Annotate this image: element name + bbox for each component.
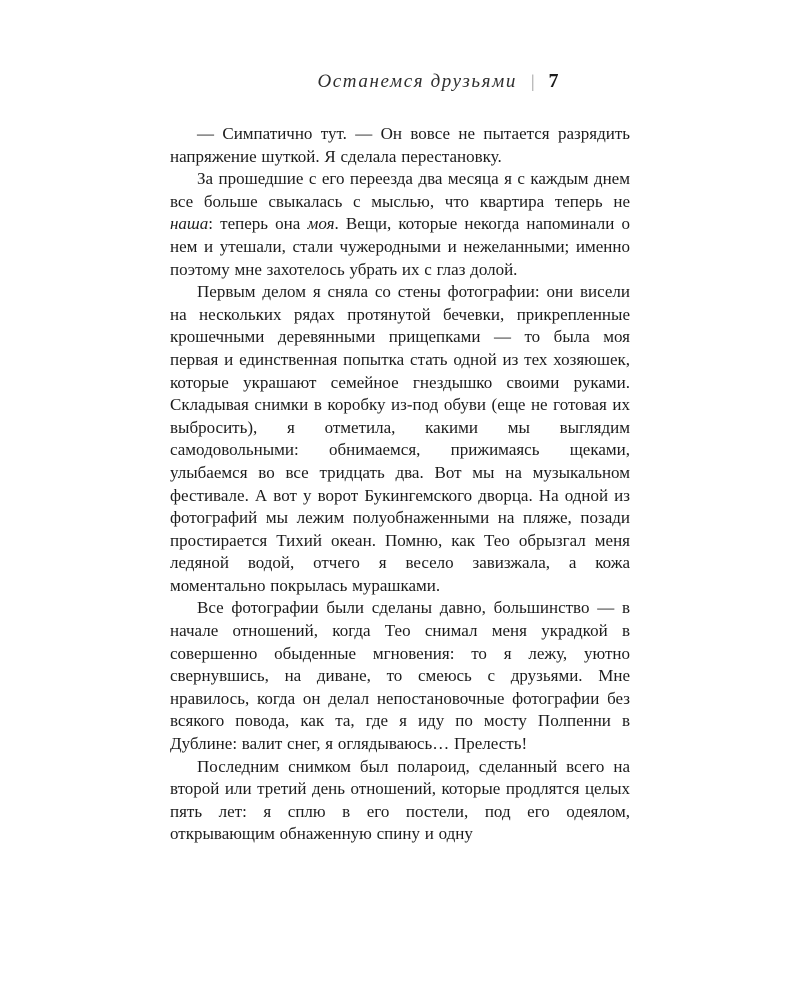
paragraph bbox=[170, 597, 630, 755]
italic-text-run: наша bbox=[170, 214, 209, 234]
paragraph bbox=[170, 281, 630, 597]
text-run: За прошедшие с его переезда два месяца я с каждым днем все больше свыкалась с мыслью, что квартира теперь не bbox=[170, 169, 630, 211]
text-run: Первым делом я сняла со стены фотографии: они висели на нескольких рядах протянутой бечевки, прикрепленные крошечными деревянными прищепками — то была моя первая и единственная попытка стать одной из тех хозяюшек, которые украшают семейное гнездышко своими руками. Складывая снимки в коробку из-под обуви (еще не готовая их выбросить), я отметила, какими мы выглядим самодовольными: обнимаемся, прижимаясь щеками, улыбаемся во все тридцать два. Вот мы на музыкальном фестивале. А вот у ворот Букингемского дворца. На одной из фотографий мы лежим полуобнаженными на пляже, позади простирается Тихий океан. Помню, как Тео обрызгал меня ледяной водой, отчего я весело завизжала, а кожа моментально покрылась мурашками. bbox=[170, 282, 630, 595]
page-body bbox=[170, 123, 630, 846]
text-run: Все фотографии были сделаны давно, большинство — в начале отношений, когда Тео снимал меня украдкой в совершенно обыденные мгновения: то я лежу, уютно свернувшись, на диване, то смеюсь с друзьями. Мне нравилось, когда он делал непостановочные фотографии без всякого повода, как та, где я иду по мосту Полпенни в Дублине: валит снег, я оглядываюсь… Прелесть! bbox=[170, 598, 630, 754]
italic-text-run: моя bbox=[307, 214, 335, 234]
book-title: Останемся друзьями bbox=[317, 71, 517, 92]
text-run: — Симпатично тут. — Он вовсе не пытается разрядить напряжение шуткой. Я сделала перестановку. bbox=[170, 124, 630, 166]
running-header bbox=[208, 70, 668, 93]
text-run: : теперь она bbox=[208, 214, 308, 234]
text-run: . Вещи, которые некогда напоминали о нем и утешали, стали чужеродными и нежеланными; именно поэтому мне захотелось убрать их с глаз долой. bbox=[170, 214, 630, 279]
header-divider: | bbox=[530, 71, 535, 91]
paragraph bbox=[170, 756, 630, 846]
paragraph bbox=[170, 168, 630, 281]
paragraph bbox=[170, 123, 630, 168]
page-number: 7 bbox=[548, 70, 559, 92]
text-run: Последним снимком был полароид, сделанный всего на второй или третий день отношений, которые продлятся целых пять лет: я сплю в его постели, под его одеялом, открывающим обнаженную спину и одну bbox=[170, 756, 630, 844]
